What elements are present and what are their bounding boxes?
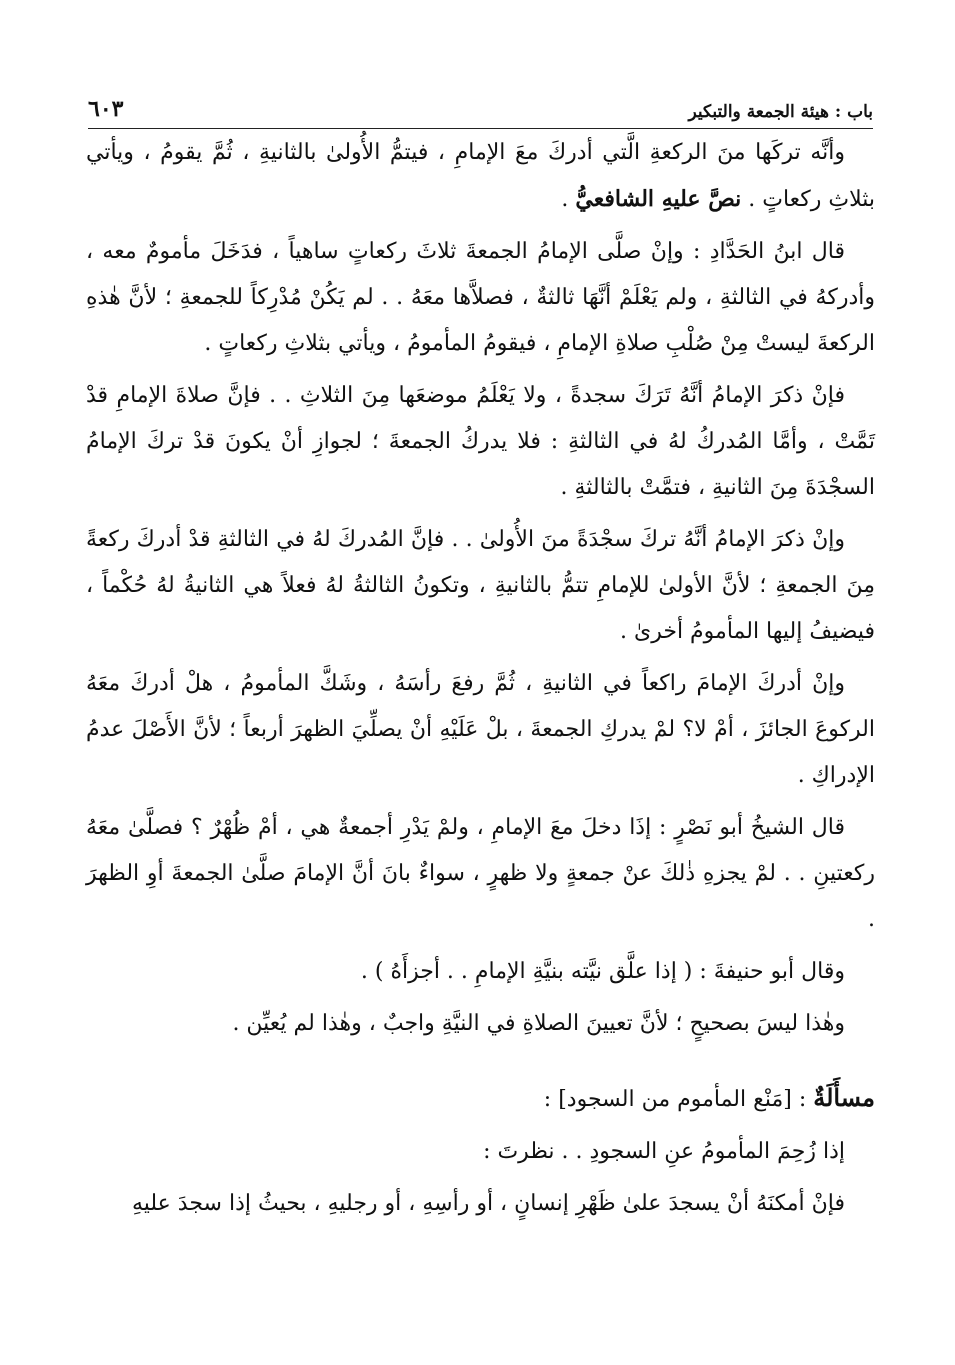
masala-title: : [مَنْع المأموم من السجود] : xyxy=(543,1087,807,1112)
paragraph-1 xyxy=(86,130,875,223)
paragraph-4: وإنْ ذكرَ الإمامُ أنَّهُ تركَ سجْدَةً منَ الأُولىٰ . . فإنَّ المُدركَ لهُ في الثالثةِ قدْ أدركَ ركعةً مِنَ الجمعةِ ؛ لأنَّ الأولىٰ للإمامِ تتمُّ بالثانيةِ ، وتكونُ الثالثةُ لهُ فعلاً هي الثانيةُ لهُ حُكْماً ، فيضيفُ إليها المأمومُ أخرىٰ . xyxy=(86,527,875,644)
paragraph-7: وقال أبو حنيفةَ : ( إذا علَّق نيَّته بنيَّةِ الإمامِ . . أجزأَهُ ) . xyxy=(360,959,845,984)
paragraph-8: وهٰذا ليسَ بصحيحٍ ؛ لأنَّ تعيينَ الصلاةِ في النيَّةِ واجبٌ ، وهٰذا لم يُعيِّن . xyxy=(232,1011,845,1036)
paragraph-2: قال ابنُ الحَدَّادِ : وإنْ صلَّى الإمامُ الجمعةَ ثلاثَ ركعاتٍ ساهياً ، فدَخَلَ مأمومٌ معه ، وأدركهُ في الثالثةِ ، ولم يَعْلَمْ أنَّهَا ثالثةٌ ، فصلاَّها معَهُ . . لم يَكُنْ مُدْرِكاً للجمعةِ ؛ لأنَّ هٰذهِ الركعةَ ليستْ مِنْ صُلْبِ صلاةِ الإمامِ ، فيقومُ المأمومُ ، ويأتي بثلاثِ ركعاتٍ . xyxy=(86,239,875,356)
paragraph-5: وإنْ أدركَ الإمامَ راكعاً في الثانيةِ ، ثُمَّ رفعَ رأسَهُ ، وشَكَّ المأمومُ ، هلْ أدركَ معَهُ الركوعَ الجائزَ ، أمْ لا؟ لمْ يدركِ الجمعةَ ، بلْ عَلَيْهِ أنْ يصلِّيَ الظهرَ أربعاً ؛ لأنَّ الأَصْلَ عدمُ الإدراكِ . xyxy=(86,671,875,788)
page-header xyxy=(88,84,873,129)
paragraph-1-text: وأنَّه تركَها منَ الركعةِ الَّتي أدركَ معَ الإمامِ ، فيتمُّ الأُولىٰ بالثانيةِ ، ثُمَّ يقومُ ، ويأتي بثلاثِ ركعاتٍ . xyxy=(86,140,875,212)
paragraph-1-end: . xyxy=(561,187,569,212)
paragraph-9: إذا زُحِمَ المأمومُ عنِ السجودِ . . نظرتَ : xyxy=(483,1139,845,1164)
citation-shafii: نصَّ عليهِ الشافعيُّ xyxy=(575,186,742,212)
masala-label: مسأَلَةٌ xyxy=(813,1083,875,1112)
paragraph-6: قال الشيخُ أبو نَصْرٍ : إذَا دخلَ معَ الإمامِ ، ولمْ يَدْرِ أجمعةٌ هي ، أمْ ظُهْرٌ ؟ فصلَّىٰ معَهُ ركعتينِ . . لمْ يجزهِ ذٰلكَ عنْ جمعةٍ ولا ظهرٍ ، سواءٌ بانَ أنَّ الإمامَ صلَّىٰ الجمعةَ أوِ الظهرَ . xyxy=(86,815,875,932)
running-head: باب : هيئة الجمعة والتبكير xyxy=(688,102,873,122)
paragraph-3: فإنْ ذكرَ الإمامُ أنَّهُ تَرَكَ سجدةً ، ولا يَعْلَمُ موضعَها مِنَ الثلاثِ . . فإنَّ صلاةَ الإمامِ قدْ تَمَّتْ ، وأمَّا المُدركُ لهُ في الثالثةِ : فلا يدركُ الجمعةَ ؛ لجوازِ أنْ يكونَ قدْ تركَ الإمامُ السجْدَةَ مِنَ الثانيةِ ، فتمَّتْ بالثالثةِ . xyxy=(86,383,875,500)
page-number: ٦٠٣ xyxy=(88,96,124,122)
masala-heading xyxy=(86,1075,875,1123)
paragraph-10: فإنْ أمكنَهُ أنْ يسجدَ علىٰ ظَهْرِ إنسانٍ ، أو رأسِهِ ، أو رجليهِ ، بحيثُ إذا سجدَ عليهِ xyxy=(131,1191,845,1216)
page-body xyxy=(86,130,875,1233)
